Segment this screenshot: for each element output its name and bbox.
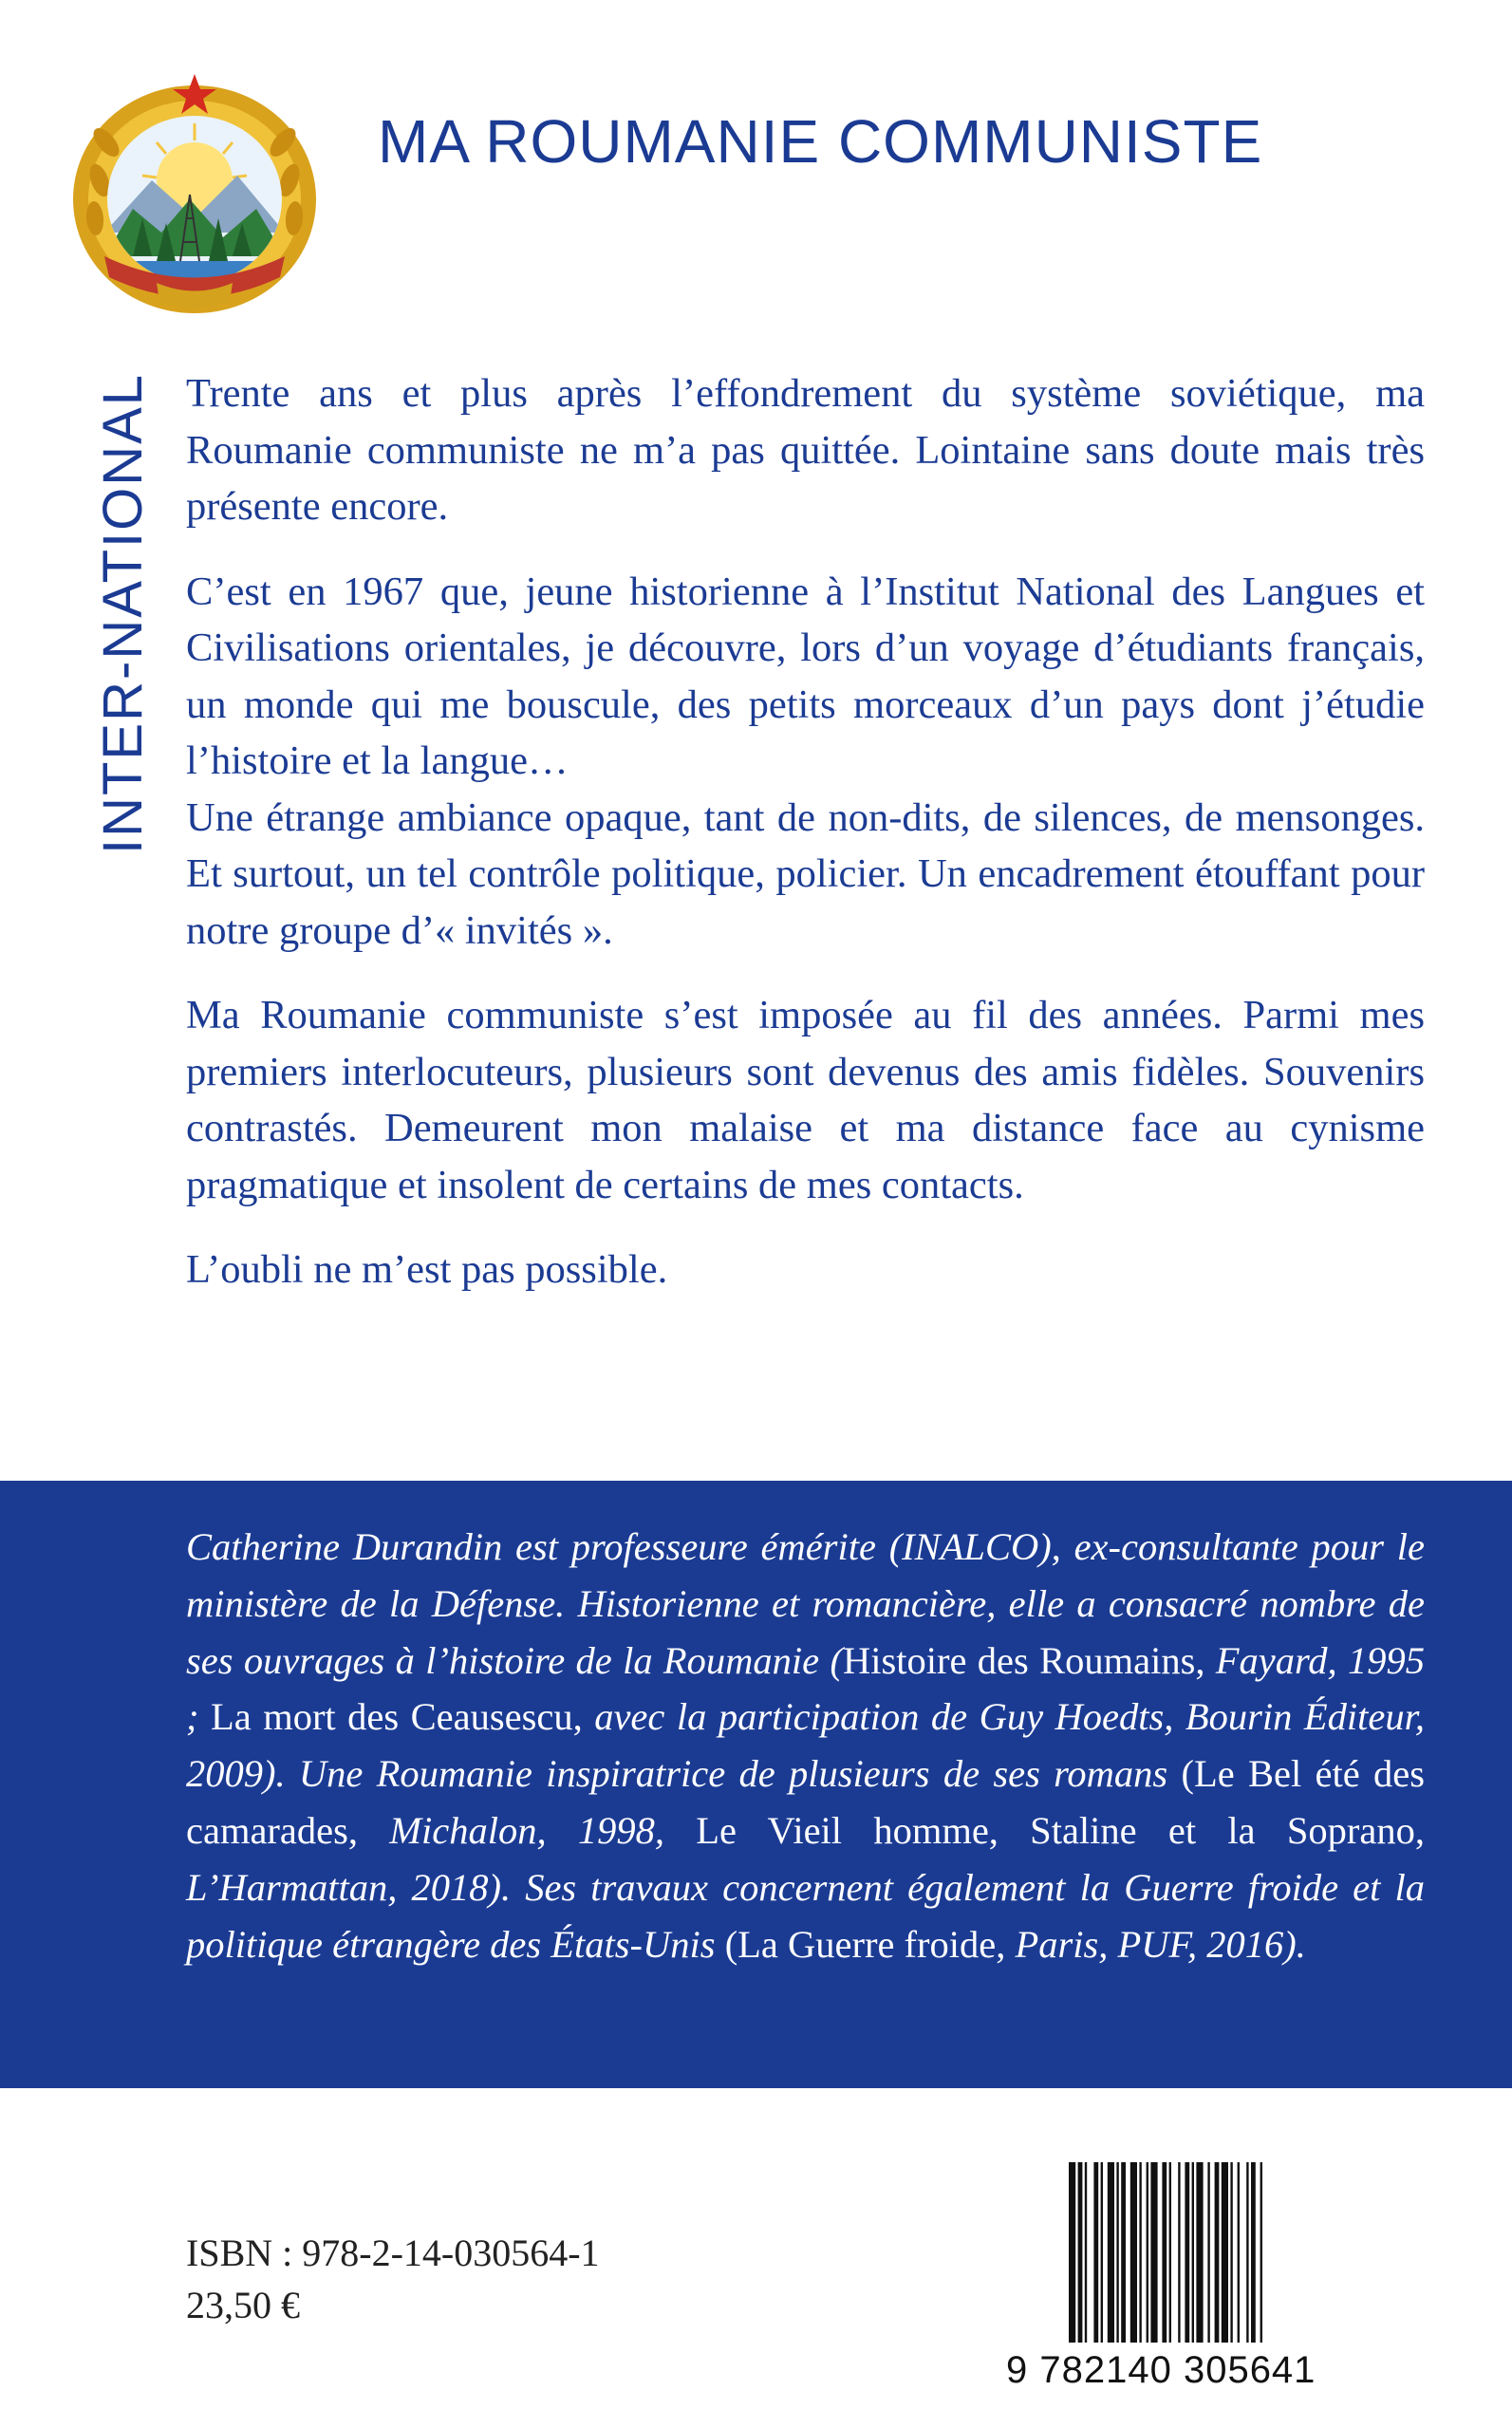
bio-work-3: (Le Bel été des camarades, [186,1752,1425,1852]
barcode-bar [1130,2162,1137,2343]
bio-work-2: La mort des Ceausescu, [210,1695,583,1739]
isbn: ISBN : 978-2-14-030564-1 [186,2232,600,2274]
bio-text-5: L’Harmattan, 2018). Ses travaux concernent également la Guerre froide et la politique étrangère des États-Unis [186,1865,1425,1966]
barcode-bar [1093,2162,1098,2343]
barcode-bar [1230,2162,1232,2343]
barcode-bar [1069,2162,1075,2343]
blurb [186,365,1425,1327]
bio-text-2: Fayard, 1995 ; [186,1638,1425,1739]
barcode-bar [1108,2162,1114,2343]
blurb-paragraph-1: Trente ans et plus après l’effondrement du système soviétique, ma Roumanie communiste ne m’a pas quittée. Lointaine sans doute mais très présente encore. [186,371,1425,529]
barcode-bar [1078,2162,1083,2343]
barcode-bar [1215,2162,1220,2343]
barcode-bar [1150,2162,1157,2343]
barcode-bar [1260,2162,1262,2343]
author-bio [186,1519,1425,1972]
coat-of-arms-emblem [66,66,323,323]
bio-text-6: Paris, PUF, 2016). [1005,1922,1306,1966]
blurb-paragraph-5: L’oubli ne m’est pas possible. [186,1247,668,1292]
barcode-digits: 9 782140 305641 [1006,2349,1316,2391]
bio-text-1: Catherine Durandin est professeure émérite (INALCO), ex-consultante pour le ministère de la Défense. Historienne et romancière, elle a consacré nombre de ses ouvrages à l’histoire de la Roumanie ( [186,1525,1425,1682]
bio-work-1: Histoire des Roumains, [842,1638,1205,1682]
bio-work-4: Le Vieil homme, Staline et la Soprano, [696,1808,1426,1852]
book-title: MA ROUMANIE COMMUNISTE [378,107,1263,176]
blurb-paragraph-4: Ma Roumanie communiste s’est imposée au fil des années. Parmi mes premiers interlocuteurs, plusieurs sont devenus des amis fidèles. Souvenirs contrastés. Demeurent mon malaise et ma distance face au cynisme pragmatique et insolent de certains de mes contacts. [186,993,1425,1207]
series-name: INTER-NATIONAL [92,372,154,854]
bio-text-4: Michalon, 1998, [358,1808,697,1852]
price: 23,50 € [186,2284,300,2326]
barcode-bar [1121,2162,1126,2343]
barcode-bar [1139,2162,1141,2343]
barcode-bar [1207,2162,1209,2343]
barcode-bar [1162,2162,1167,2343]
barcode-bar [1246,2162,1248,2343]
barcode-bar [1251,2162,1256,2343]
blurb-paragraph-2: C’est en 1967 que, jeune historienne à l’Institut National des Langues et Civilisations orientales, je découvre, lors d’un voyage d’étudiants français, un monde qui me bouscule, des petits morceaux d’un pays dont j’étudie l’histoire et la langue… [186,569,1425,783]
barcode-bar [1222,2162,1228,2343]
barcode-bar [1178,2162,1180,2343]
barcode-bar [1085,2162,1087,2343]
blurb-paragraph-3: Une étrange ambiance opaque, tant de non-dits, de silences, de mensonges. Et surtout, un tel contrôle politique, policier. Un encadrement étouffant pour notre groupe d’« invités ». [186,794,1425,953]
barcode-bar [1101,2162,1103,2343]
barcode-bar [1192,2162,1194,2343]
barcode-bar [1238,2162,1240,2343]
barcode-bar [1196,2162,1203,2343]
bio-work-5: (La Guerre froide, [724,1922,1006,1966]
barcode-bar [1169,2162,1171,2343]
bio-text-3: avec la participation de Guy Hoedts, Bourin Éditeur, 2009). Une Roumanie inspiratrice de plusieurs de ses romans [186,1695,1425,1796]
barcode-bar [1185,2162,1189,2343]
barcode-bar [1116,2162,1118,2343]
barcode-bar [1147,2162,1148,2343]
